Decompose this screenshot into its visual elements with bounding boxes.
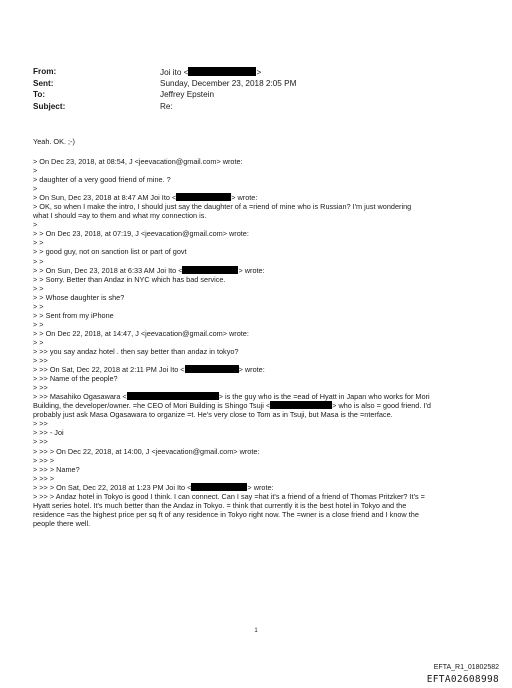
body-text: > > On Sun, Dec 23, 2018 at 6:33 AM Joi Ito < <box>33 265 183 275</box>
body-line: > > On Dec 22, 2018, at 14:47, J <jeevacation@gmail.com> wrote: <box>33 328 249 338</box>
from-name: Joi ito < <box>160 68 189 77</box>
body-line <box>33 365 485 374</box>
body-text: > wrote: <box>238 265 265 275</box>
body-line: > >> <box>33 437 48 447</box>
body-line: > > <box>33 256 44 266</box>
from-tail: > <box>256 68 262 77</box>
body-line <box>33 483 485 492</box>
redaction-bar <box>182 266 238 274</box>
body-text: > On Sun, Dec 23, 2018 at 8:47 AM Joi Ito < <box>33 193 177 203</box>
from-label: From: <box>33 67 57 76</box>
redaction-bar <box>185 365 239 373</box>
body-text: > wrote: <box>231 193 258 203</box>
redaction-bar <box>127 392 219 400</box>
body-line: > >> > <box>33 473 55 483</box>
email-body <box>33 137 485 528</box>
page-number: 1 <box>254 628 258 634</box>
body-line: > >> > Name? <box>33 464 80 474</box>
bates-number-small: EFTA_R1_01802582 <box>433 664 499 671</box>
redaction-bar <box>191 483 247 491</box>
body-text: > >> Masahiko Ogasawara < <box>33 392 127 402</box>
body-line <box>33 401 485 410</box>
to-value: Jeffrey Epstein <box>160 90 215 99</box>
body-line: > >> > On Dec 22, 2018, at 14:00, J <jeevacation@gmail.com> wrote: <box>33 446 260 456</box>
to-label: To: <box>33 90 46 99</box>
body-line: people there well. <box>33 518 91 528</box>
body-line: > > <box>33 283 44 293</box>
body-text: > wrote: <box>247 482 274 492</box>
body-line: > >> <box>33 383 48 393</box>
body-line: > > Sent from my iPhone <box>33 310 114 320</box>
redaction-bar <box>270 401 332 409</box>
body-line: > >> > Andaz hotel in Tokyo is good I think. I can connect. Can I say =hat it's a friend of a friend of Thomas Pritzker? It's = <box>33 491 425 501</box>
body-line: Hyatt series hotel. It's much better than the Andaz in Tokyo. = think that currently it is the best hotel in Tokyo and the <box>33 500 407 510</box>
body-line: > >> - Joi <box>33 428 64 438</box>
body-text: > who is also = good friend. I'd <box>332 401 431 411</box>
body-line: > > <box>33 301 44 311</box>
body-line: > daughter of a very good friend of mine. ? <box>33 175 171 185</box>
body-text: > >> On Sat, Dec 22, 2018 at 2:11 PM Joi Ito < <box>33 365 185 375</box>
subject-value: Re: <box>160 102 173 111</box>
body-line: residence =as the highest price per sq ft of any residence in Tokyo right now. The =wner is a close friend and I know the <box>33 509 419 519</box>
redaction-bar <box>188 67 256 76</box>
redaction-bar <box>176 193 231 201</box>
body-line <box>33 193 485 202</box>
body-line: > >> you say andaz hotel . then say better than andaz in tokyo? <box>33 346 239 356</box>
body-line: > > <box>33 337 44 347</box>
body-line: Yeah. OK. ;-) <box>33 137 75 146</box>
sent-value: Sunday, December 23, 2018 2:05 PM <box>160 79 297 88</box>
body-line: > OK, so when I make the intro, I should just say the daughter of a =riend of mine who is Russian? I'm just wondering <box>33 202 412 212</box>
body-line: > > Sorry. Better than Andaz in NYC which has bad service. <box>33 274 226 284</box>
body-line: > >> <box>33 419 48 429</box>
sent-label: Sent: <box>33 79 54 88</box>
body-line: > On Dec 23, 2018, at 08:54, J <jeevacation@gmail.com> wrote: <box>33 157 243 166</box>
body-text: > >> > On Sat, Dec 22, 2018 at 1:23 PM Joi Ito < <box>33 482 192 492</box>
body-text: Building, the developer/owner. =he CEO of Mori Building is Shingo Tsuji < <box>33 401 271 411</box>
bates-number-large: EFTA02608998 <box>426 674 499 685</box>
body-line: > <box>33 184 38 194</box>
body-line: > > <box>33 319 44 329</box>
body-line: > >> <box>33 356 48 366</box>
body-line: what I should =ay to them and what my connection is. <box>33 211 207 221</box>
body-line <box>33 266 485 275</box>
body-text: > is the guy who is the =ead of Hyatt in Japan who works for Mori <box>218 392 430 402</box>
body-line: > > <box>33 238 44 248</box>
body-line: > >> Name of the people? <box>33 374 118 384</box>
body-line: > > good guy, not on sanction list or part of govt <box>33 247 187 257</box>
from-value <box>160 67 261 78</box>
body-line: > <box>33 220 38 230</box>
body-line: > >> > <box>33 455 55 465</box>
body-line: probably just ask Masa Ogasawara to organize =t. He's very close to Tom as in Tsuji, but Masa is the =nterface. <box>33 410 393 420</box>
subject-label: Subject: <box>33 102 66 111</box>
body-line: > > On Dec 23, 2018, at 07:19, J <jeevacation@gmail.com> wrote: <box>33 229 249 239</box>
body-text: > wrote: <box>238 365 265 375</box>
body-line: > > Whose daughter is she? <box>33 292 125 302</box>
body-line: > <box>33 166 38 176</box>
body-line <box>33 392 485 401</box>
